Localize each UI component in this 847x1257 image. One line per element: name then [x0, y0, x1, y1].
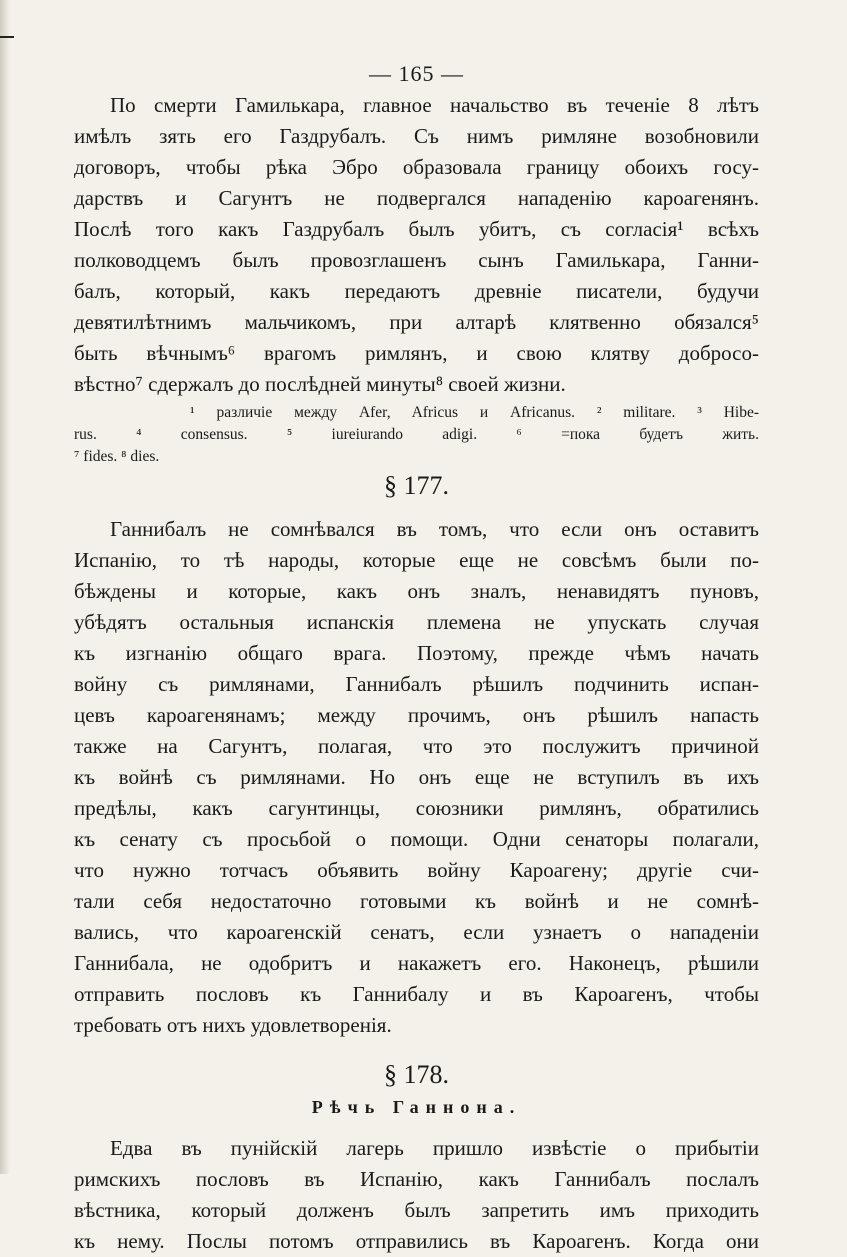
footnotes: [74, 402, 759, 468]
text-line: что нужно тотчасъ объявить войну Кароагену; другіе счи-: [74, 858, 759, 882]
text-line: требовать отъ нихъ удовлетворенія.: [74, 1013, 392, 1037]
text-line: дарствъ и Сагунтъ не подвергался нападенію кароагенянъ.: [74, 186, 759, 210]
text-line: также на Сагунтъ, полагая, что это послужитъ причиной: [74, 734, 759, 758]
text-line: къ сенату съ просьбой о помощи. Одни сенаторы полагали,: [74, 827, 759, 851]
text-line: Ганнибалъ не сомнѣвался въ томъ, что если онъ оставитъ: [110, 517, 759, 541]
text-line: къ изгнанію общаго врага. Поэтому, прежде чѣмъ начать: [74, 641, 759, 665]
paragraph-3: [74, 1133, 759, 1257]
text-line: тали себя недостаточно готовыми къ войнѣ и не сомнѣ-: [74, 889, 759, 913]
text-line: быть вѣчнымъ⁶ врагомъ римлянъ, и свою клятву добросо-: [74, 341, 759, 365]
text-line: римскихъ пословъ въ Испанію, какъ Ганнибалъ послалъ: [74, 1167, 759, 1191]
text-line: Испанію, то тѣ народы, которые еще не совсѣмъ были по-: [74, 548, 759, 572]
text-line: вѣстника, который долженъ былъ запретить имъ приходить: [74, 1198, 759, 1222]
page-number: — 165 —: [369, 61, 464, 86]
paragraph-2: [74, 514, 759, 1041]
text-line: договоръ, чтобы рѣка Эбро образовала границу обоихъ госу-: [74, 155, 759, 179]
text-line: вѣстно⁷ сдержалъ до послѣдней минуты⁸ своей жизни.: [74, 372, 566, 396]
text-line: полководцемъ былъ провозглашенъ сынъ Гамилькара, Ганни-: [74, 248, 759, 272]
text-line: цевъ кароагенянамъ; между прочимъ, онъ рѣшилъ напасть: [74, 703, 759, 727]
footnote-line: rus. ⁴ consensus. ⁵ iureiurando adigi. ⁶ =пока будетъ жить.: [74, 426, 759, 443]
text-line: Послѣ того какъ Газдрубалъ былъ убитъ, съ согласія¹ всѣхъ: [74, 217, 759, 241]
text-line: вались, что кароагенскій сенатъ, если узнаетъ о нападеніи: [74, 920, 759, 944]
text-line: убѣдятъ остальныя испанскія племена не упускать случая: [74, 610, 759, 634]
text-line: къ войнѣ съ римлянами. Но онъ еще не вступилъ въ ихъ: [74, 765, 759, 789]
text-line: отправить пословъ къ Ганнибалу и въ Кароагенъ, чтобы: [74, 982, 759, 1006]
section-title-178: § 178.: [384, 1060, 449, 1089]
section-subtitle: Рѣчь Ганнона.: [311, 1097, 522, 1117]
text-line: Едва въ пунійскій лагерь пришло извѣстіе о прибытіи: [110, 1136, 759, 1160]
text-line: бѣждены и которые, какъ онъ зналъ, ненавидятъ пуновъ,: [74, 579, 759, 603]
text-line: девятилѣтнимъ мальчикомъ, при алтарѣ клятвенно обязался⁵: [74, 310, 759, 334]
text-line: балъ, который, какъ передаютъ древніе писатели, будучи: [74, 279, 759, 303]
text-line: войну съ римлянами, Ганнибалъ рѣшилъ подчинить испан-: [74, 672, 759, 696]
text-line: къ нему. Послы потомъ отправились въ Кароагенъ. Когда они: [74, 1229, 759, 1253]
footnote-line: ⁷ fides. ⁸ dies.: [74, 448, 160, 465]
text-line: предѣлы, какъ сагунтинцы, союзники римлянъ, обратились: [74, 796, 759, 820]
text-line: По смерти Гамилькара, главное начальство въ теченіе 8 лѣтъ: [110, 93, 759, 117]
paragraph-1: [74, 90, 759, 400]
section-title-177: § 177.: [384, 471, 449, 500]
footnote-line: ¹ различіе между Afer, Africus и Africanus. ² militare. ³ Hibe-: [190, 404, 759, 421]
text-line: имѣлъ зять его Газдрубалъ. Съ нимъ римляне возобновили: [74, 124, 759, 148]
text-line: Ганнибала, не одобритъ и накажетъ его. Наконецъ, рѣшили: [74, 951, 759, 975]
